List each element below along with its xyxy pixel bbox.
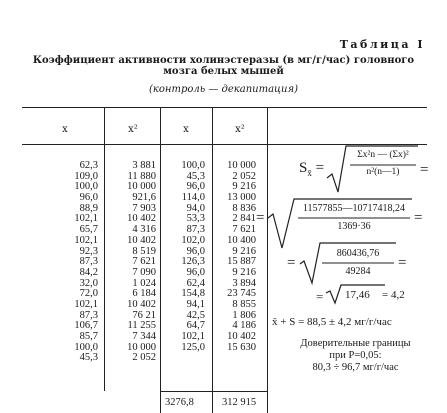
table-cell: 94,0 (186, 202, 205, 214)
table-cell: 100,0 (181, 160, 205, 171)
header-x-2: x (183, 124, 189, 135)
table-cell: 9 216 (232, 245, 256, 257)
table-cell: 2 052 (132, 352, 156, 364)
table-cell: 72,0 (79, 288, 98, 300)
formula-eq4: = (316, 289, 324, 304)
table-cell: 15 630 (227, 341, 256, 353)
table-cell: 10 402 (127, 213, 156, 225)
table-cell: 76 21 (132, 309, 156, 321)
table-cell: 10 402 (127, 234, 156, 246)
table-cell: 10 402 (227, 331, 256, 342)
formula-eq2: = (256, 210, 265, 226)
ci-line1: Доверительные границы (300, 338, 411, 349)
table-cell: 154,8 (181, 288, 205, 300)
table-cell: 102,0 (181, 234, 205, 246)
table-cell: 45,3 (79, 352, 98, 364)
table-cell: 8 836 (232, 202, 256, 214)
table-cell: 8 855 (232, 298, 256, 310)
table-cell: 7 621 (132, 256, 156, 268)
ci-line2: при P=0,05: (329, 350, 382, 361)
table-cell: 65,7 (79, 224, 98, 236)
formula-res4: = 4,2 (382, 289, 405, 301)
table-cell: 8 519 (132, 245, 156, 257)
table-cell: 94,1 (186, 298, 205, 310)
table-cell: 6 184 (132, 288, 156, 300)
table-cell: 4 316 (132, 224, 156, 236)
table-cell: 84,2 (79, 266, 98, 278)
table-cell: 87,3 (79, 309, 98, 321)
mean-line: x̄ + S = 88,5 ± 4,2 мг/г/час (272, 316, 392, 328)
table-cell: 10 402 (127, 298, 156, 310)
table-title-line2: мозга белых мышей (163, 66, 284, 77)
table-cell: 7 621 (232, 224, 256, 236)
table-cell: 3 894 (232, 277, 256, 289)
table-subtitle: (контроль — декапитация) (148, 84, 298, 95)
table-cell: 7 903 (132, 202, 156, 214)
table-cell: 15 887 (227, 256, 256, 268)
table-cell: 62,3 (79, 160, 98, 171)
formula-den2: 1369·36 (337, 221, 371, 232)
formula-root4: 17,46 (345, 289, 370, 301)
table-cell: 102,1 (74, 298, 98, 310)
table-cell: 96,0 (79, 192, 98, 204)
table-cell: 88,9 (79, 202, 98, 214)
total-x: 3276,8 (165, 397, 194, 408)
table-cell: 45,3 (186, 170, 205, 182)
header-x-1: x (62, 124, 68, 135)
table-label: Таблица I (339, 38, 425, 51)
formula-eq3b: = (398, 255, 407, 271)
table-cell: 96,0 (186, 245, 205, 257)
table-cell: 85,7 (79, 331, 98, 342)
table-cell: 64,7 (186, 320, 205, 332)
table-cell: 106,7 (74, 320, 98, 332)
table-cell: 109,0 (74, 170, 98, 182)
table-cell: 102,1 (181, 331, 205, 342)
table-cell: 100,0 (74, 341, 98, 353)
total-x2: 312 915 (222, 397, 257, 408)
ci-line3: 80,3 ÷ 96,7 мг/г/час (312, 362, 399, 373)
table-cell: 11 880 (127, 170, 156, 182)
table-cell: 10 400 (227, 234, 256, 246)
formula-den3: 49284 (345, 266, 371, 277)
formula-den1: n²(n—1) (366, 167, 400, 177)
table-cell: 23 745 (227, 288, 256, 300)
table-cell: 125,0 (181, 341, 205, 353)
table-cell: 2 052 (232, 170, 256, 182)
table-cell: 9 216 (232, 181, 256, 193)
table-cell: 10 000 (127, 181, 156, 193)
table-cell: 96,0 (186, 266, 205, 278)
header-x2-2: x² (235, 124, 245, 135)
table-cell: 87,3 (79, 256, 98, 268)
table-cell: 921,6 (132, 192, 156, 204)
formula-eq1: = (420, 162, 429, 178)
formula-eq3: = (287, 255, 296, 271)
table-cell: 11 255 (127, 320, 156, 332)
formula-eq2b: = (414, 210, 423, 226)
table-cell: 87,3 (186, 224, 205, 236)
table-cell: 13 000 (227, 192, 256, 204)
table-cell: 100,0 (74, 181, 98, 193)
table-cell: 4 186 (232, 320, 256, 332)
table-cell: 102,1 (74, 234, 98, 246)
table-cell: 32,0 (79, 277, 98, 289)
table-cell: 62,4 (186, 277, 205, 289)
formula-num1: Σx²n — (Σx)² (357, 150, 409, 160)
table-cell: 9 216 (232, 266, 256, 278)
table-cell: 53,3 (186, 213, 205, 225)
formula-num2: 11577855—10717418,24 (302, 203, 406, 214)
table-cell: 2 841 (232, 213, 256, 225)
table-cell: 96,0 (186, 181, 205, 193)
table-cell: 92,3 (79, 245, 98, 257)
formula-lhs: $S_{x̄}$ = (299, 160, 325, 178)
table-cell: 3 881 (132, 160, 156, 171)
formula-num3: 860436,76 (336, 248, 380, 259)
table-cell: 126,3 (181, 256, 205, 268)
table-cell: 1 024 (132, 277, 156, 289)
table-cell: 10 000 (127, 341, 156, 353)
table-title-line1: Коэффициент активности холинэстеразы (в мг/г/час) головного (32, 55, 415, 66)
table-cell: 102,1 (74, 213, 98, 225)
table-cell: 10 000 (227, 160, 256, 171)
table-cell: 42,5 (186, 309, 205, 321)
header-x2-1: x² (128, 124, 138, 135)
table-cell: 1 806 (232, 309, 256, 321)
table-cell: 7 344 (132, 331, 156, 342)
table-cell: 7 090 (132, 266, 156, 278)
table-cell: 114,0 (181, 192, 205, 204)
